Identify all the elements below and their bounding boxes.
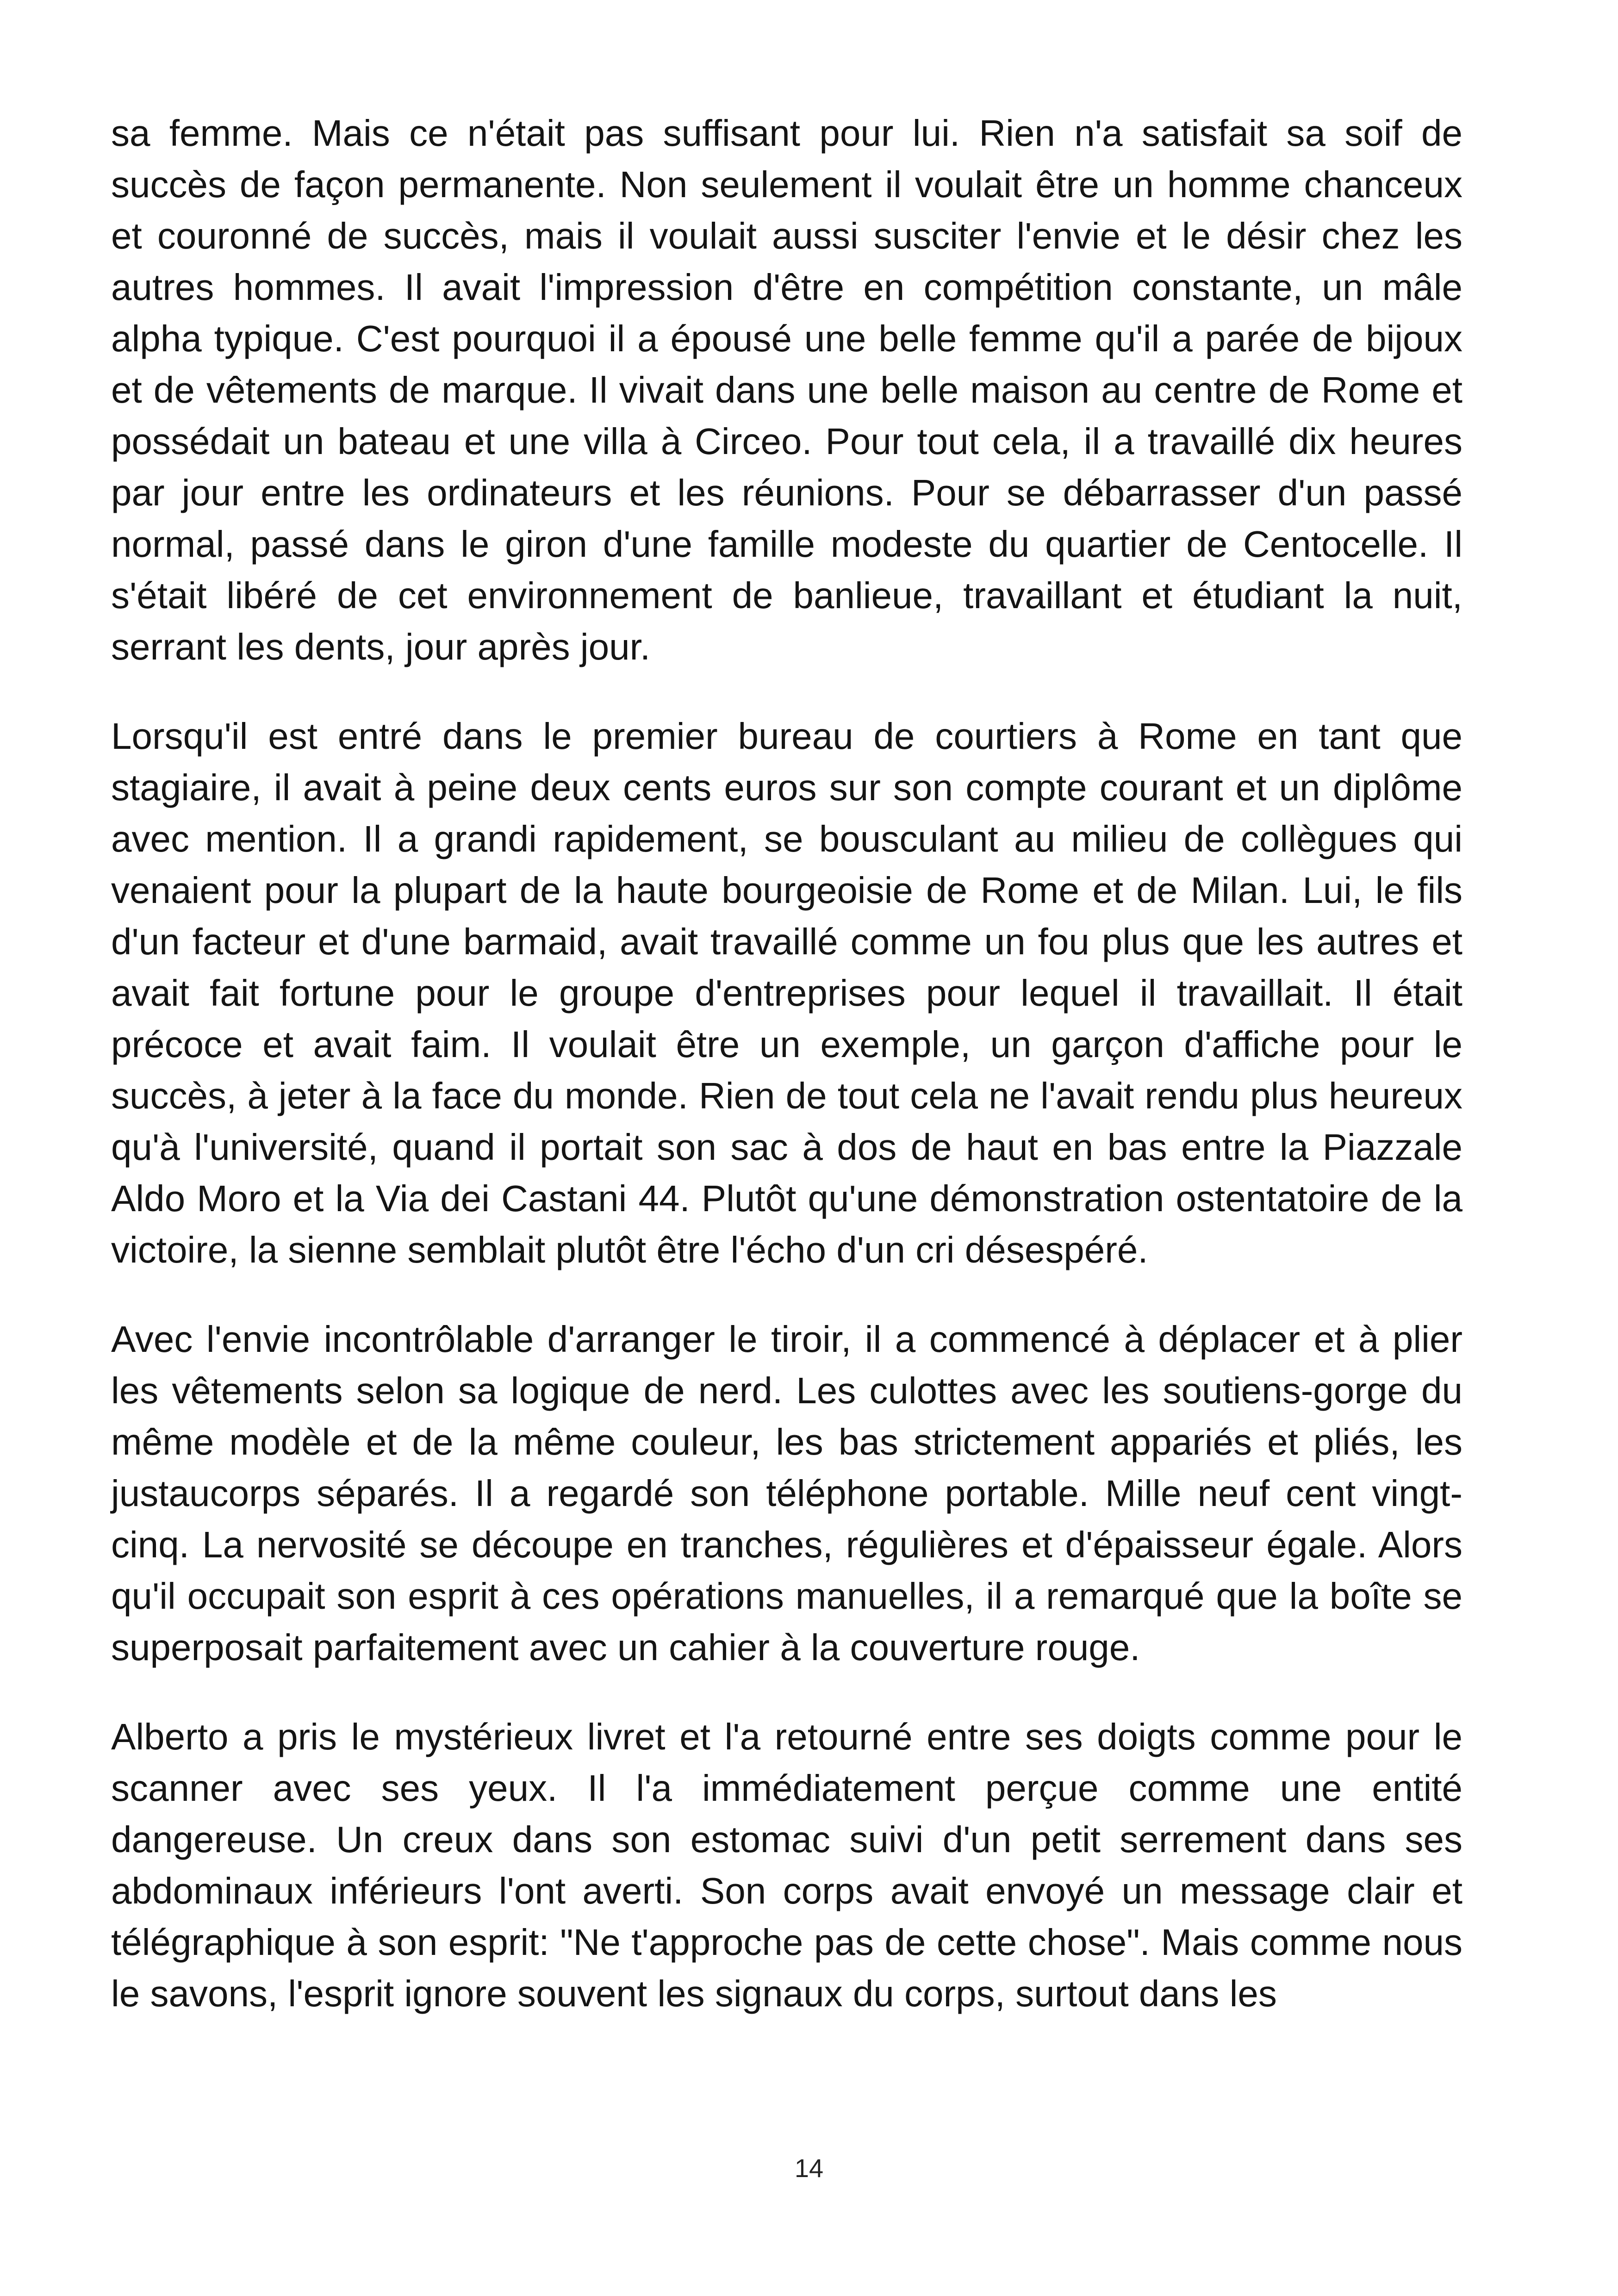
page-number: 14: [794, 2153, 824, 2183]
paragraph-4: Alberto a pris le mystérieux livret et l'a retourné entre ses doigts comme pour le scanner avec ses yeux. Il l'a immédiatement perçue comme une entité dangereuse. Un creux dans son estomac suivi d'un petit serrement dans ses abdominaux inférieurs l'ont averti. Son corps avait envoyé un message clair et télégraphique à son esprit: "Ne t'approche pas de cette chose". Mais comme nous le savons, l'esprit ignore souvent les signaux du corps, surtout dans les: [111, 1716, 1462, 2014]
body-text: [111, 107, 1462, 2019]
paragraph-2: Lorsqu'il est entré dans le premier bureau de courtiers à Rome en tant que stagiaire, il avait à peine deux cents euros sur son compte courant et un diplôme avec mention. Il a grandi rapidement, se bousculant au milieu de collègues qui venaient pour la plupart de la haute bourgeoisie de Rome et de Milan. Lui, le fils d'un facteur et d'une barmaid, avait travaillé comme un fou plus que les autres et avait fait fortune pour le groupe d'entreprises pour lequel il travaillait. Il était précoce et avait faim. Il voulait être un exemple, un garçon d'affiche pour le succès, à jeter à la face du monde. Rien de tout cela ne l'avait rendu plus heureux qu'à l'université, quand il portait son sac à dos de haut en bas entre la Piazzale Aldo Moro et la Via dei Castani 44. Plutôt qu'une démonstration ostentatoire de la victoire, la sienne semblait plutôt être l'écho d'un cri désespéré.: [111, 716, 1462, 1270]
paragraph-3: Avec l'envie incontrôlable d'arranger le tiroir, il a commencé à déplacer et à plier les vêtements selon sa logique de nerd. Les culottes avec les soutiens-gorge du même modèle et de la même couleur, les bas strictement appariés et pliés, les justaucorps séparés. Il a regardé son téléphone portable. Mille neuf cent vingt-cinq. La nervosité se découpe en tranches, régulières et d'épaisseur égale. Alors qu'il occupait son esprit à ces opérations manuelles, il a remarqué que la boîte se superposait parfaitement avec un cahier à la couverture rouge.: [111, 1319, 1462, 1668]
paragraph-1: sa femme. Mais ce n'était pas suffisant pour lui. Rien n'a satisfait sa soif de succès de façon permanente. Non seulement il voulait être un homme chanceux et couronné de succès, mais il voulait aussi susciter l'envie et le désir chez les autres hommes. Il avait l'impression d'être en compétition constante, un mâle alpha typique. C'est pourquoi il a épousé une belle femme qu'il a parée de bijoux et de vêtements de marque. Il vivait dans une belle maison au centre de Rome et possédait un bateau et une villa à Circeo. Pour tout cela, il a travaillé dix heures par jour entre les ordinateurs et les réunions. Pour se débarrasser d'un passé normal, passé dans le giron d'une famille modeste du quartier de Centocelle. Il s'était libéré de cet environnement de banlieue, travaillant et étudiant la nuit, serrant les dents, jour après jour.: [111, 112, 1462, 667]
